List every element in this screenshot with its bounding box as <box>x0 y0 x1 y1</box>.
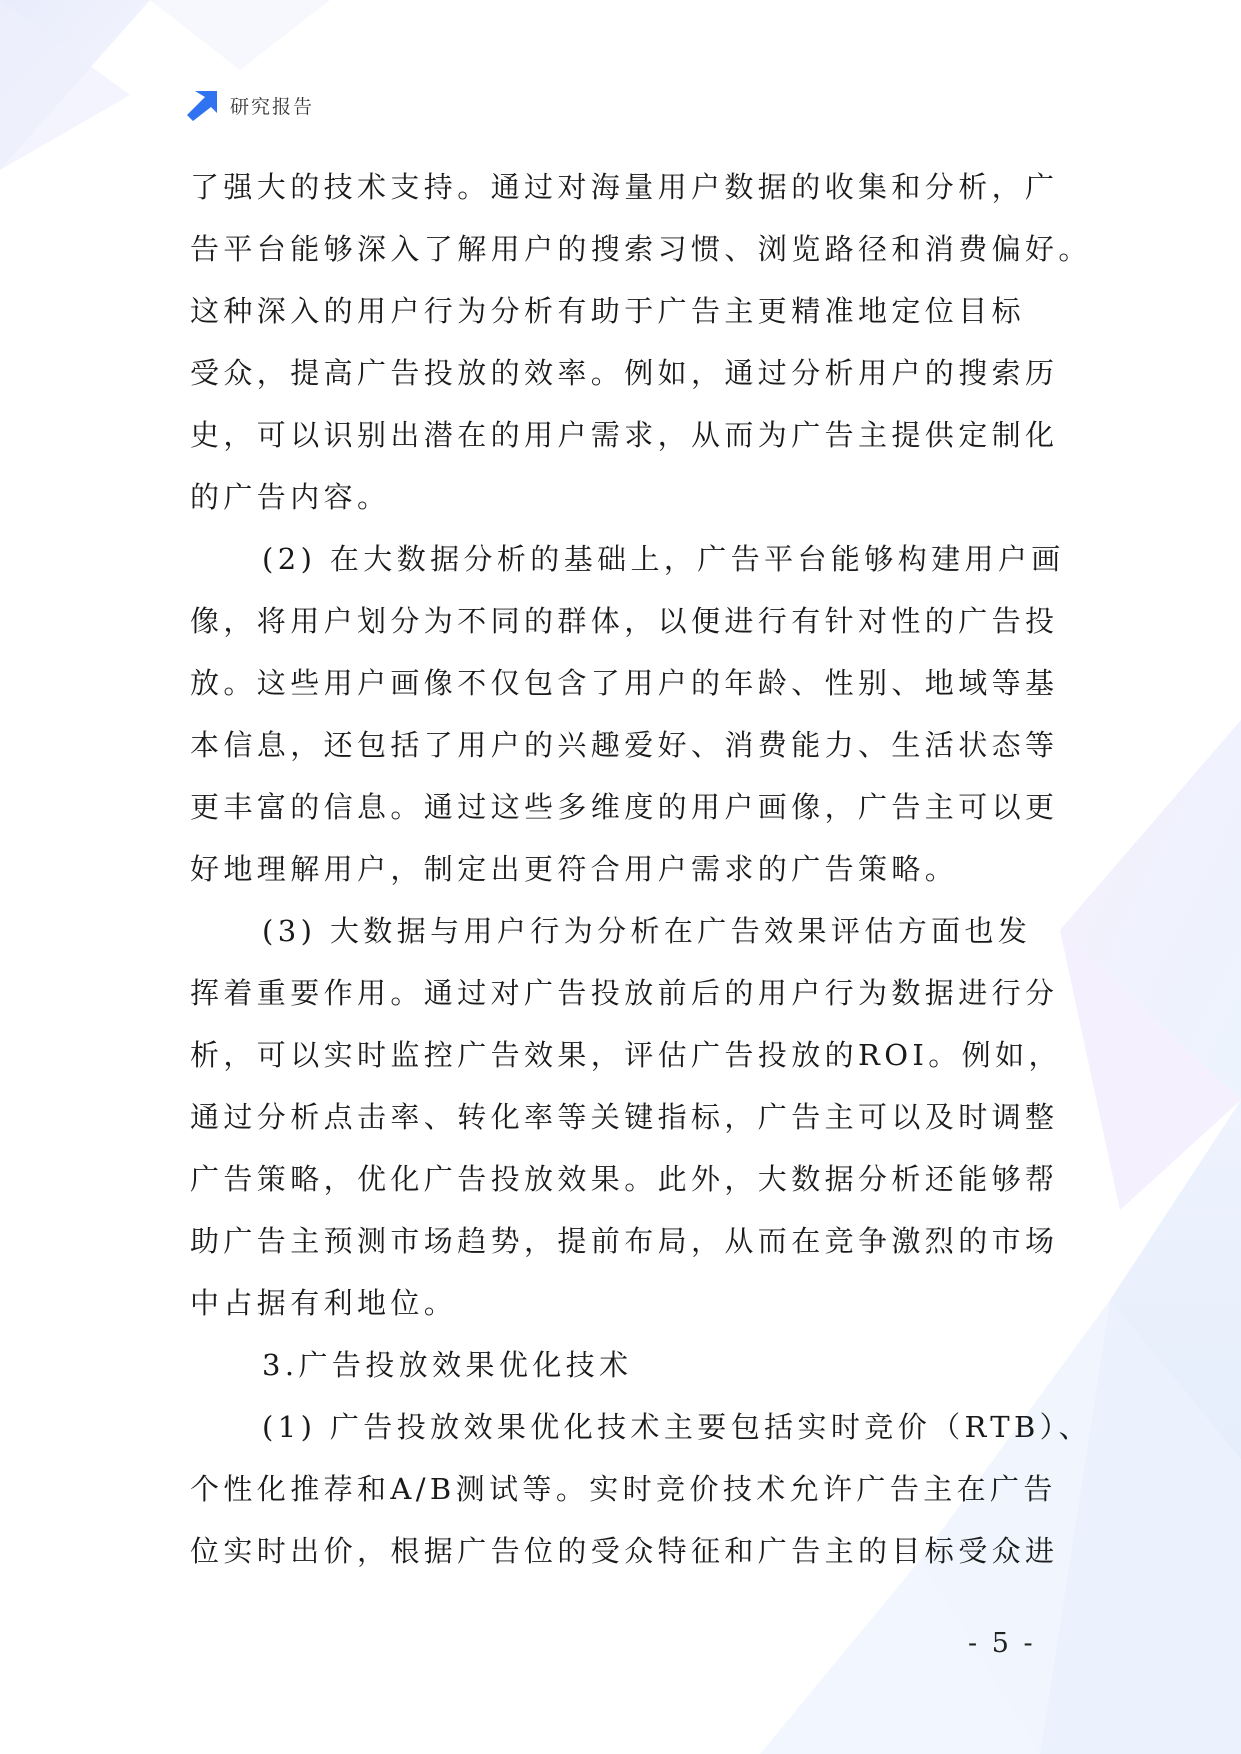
text-line: 3.广告投放效果优化技术 <box>262 1348 633 1382</box>
page-number: - 5 - <box>968 1628 1036 1659</box>
text-line: 的广告内容。 <box>190 480 391 514</box>
text-line: 更丰富的信息。通过这些多维度的用户画像，广告主可以更 <box>190 790 1059 824</box>
text-line: (3) 大数据与用户行为分析在广告效果评估方面也发 <box>262 914 1032 948</box>
text-line: 受众，提高广告投放的效率。例如，通过分析用户的搜索历 <box>190 356 1059 390</box>
text-line: 助广告主预测市场趋势，提前布局，从而在竞争激烈的市场 <box>190 1224 1059 1258</box>
text-line: 通过分析点击率、转化率等关键指标，广告主可以及时调整 <box>190 1100 1059 1134</box>
document-header <box>186 88 314 122</box>
text-line: (1) 广告投放效果优化技术主要包括实时竞价（RTB）、 <box>262 1410 1092 1444</box>
text-line: 告平台能够深入了解用户的搜索习惯、浏览路径和消费偏好。 <box>190 232 1092 266</box>
text-line: 广告策略，优化广告投放效果。此外，大数据分析还能够帮 <box>190 1162 1059 1196</box>
text-line: 放。这些用户画像不仅包含了用户的年龄、性别、地域等基 <box>190 666 1059 700</box>
text-line: 这种深入的用户行为分析有助于广告主更精准地定位目标 <box>190 294 1026 328</box>
arrow-up-right-icon <box>186 88 220 122</box>
text-line: 位实时出价，根据广告位的受众特征和广告主的目标受众进 <box>190 1534 1059 1568</box>
text-line: 本信息，还包括了用户的兴趣爱好、消费能力、生活状态等 <box>190 728 1059 762</box>
text-line: (2) 在大数据分析的基础上，广告平台能够构建用户画 <box>262 542 1065 576</box>
text-line: 好地理解用户，制定出更符合用户需求的广告策略。 <box>190 852 959 886</box>
text-line: 中占据有利地位。 <box>190 1286 458 1320</box>
text-line: 了强大的技术支持。通过对海量用户数据的收集和分析，广 <box>190 170 1059 204</box>
text-line: 个性化推荐和A/B测试等。实时竞价技术允许广告主在广告 <box>190 1472 1057 1506</box>
document-body <box>190 156 1090 1582</box>
text-line: 挥着重要作用。通过对广告投放前后的用户行为数据进行分 <box>190 976 1059 1010</box>
text-line: 像，将用户划分为不同的群体，以便进行有针对性的广告投 <box>190 604 1059 638</box>
header-title: 研究报告 <box>230 95 315 118</box>
text-line: 析，可以实时监控广告效果，评估广告投放的ROI。例如， <box>190 1038 1062 1072</box>
text-line: 史，可以识别出潜在的用户需求，从而为广告主提供定制化 <box>190 418 1059 452</box>
